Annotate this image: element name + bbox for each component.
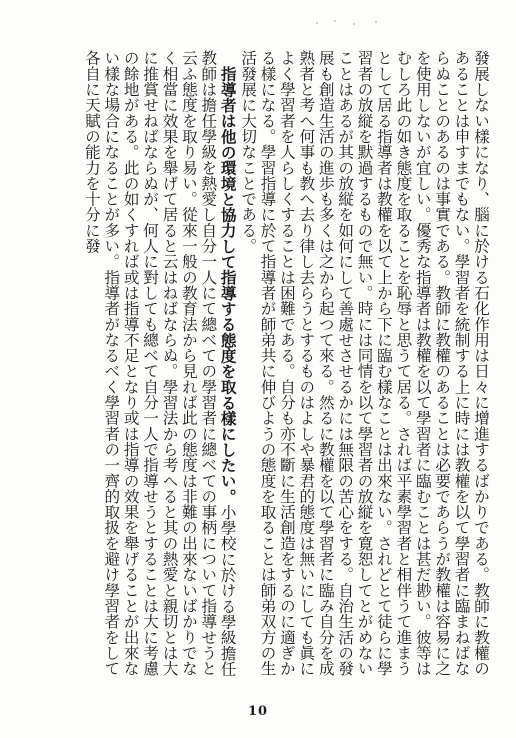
paragraph-2-text: 小學校に於ける學級擔任教師は擔任學級を熱愛し自分一人にて總べての學習者に總べての事柄について指導せうと云ふ態度を取り易い。從來一般の教育法から見れば此の態度は非難の出來ないばかりでなく相當に效果を舉げて居ると云はねばならぬ。學習法から考へると其の熱愛と親切とは大に推賞せねばならぬが、何人に對しても總べて自分一人で指導せうとすることは大に考慮の餘地がある。此の如くすれば或は指導不足となり或は指導の效果を舉げることが出來ない樣な場合になることが多い。指導者がなるべく學習者の一齊的取扱を避け學習者をして各自に天賦の能力を十分に發: [82, 50, 237, 676]
paragraph-2-emphasis: 指導者は他の環境と協力して指導する態度を取る樣にしたい。: [218, 65, 238, 504]
body-text: [20, 50, 490, 678]
paragraph-1: [238, 50, 490, 678]
scan-speck: [312, 20, 382, 26]
page-number: 10: [247, 704, 269, 719]
paragraph-2: [81, 50, 237, 678]
paragraph-1-text: 發展しない樣になり、腦に於ける石化作用は日々に增進するばかりである。教師に教權のあることは申すまでもない。學習者を統制する上に時には教權を以て學習者に臨まねばならぬことのあるのは事實である。教師に教權のあることは必要であらうが教權は容易に之を使用しないが宜しい。優秀な指導者は教權を以て學習者に臨むことは甚だ尠い。彼等はむしろ此の如き態度を取ることを恥辱と思うて居る。されば平素學習者と相伴うて進まうとして居る指導者は教權を以て上から下に臨む樣なことは出來ない。されどとて徒らに學習者の放縦を默過するもので無い。時には同情を以て學習者の放縦を寛恕してとがめないことはあるが其の放縦を如何にして善處せさせるかには無限の苦心をする。自治生活の發展も創造生活の進歩も多くは之から起つて來る。然るに教權を以て學習者に臨み自分を成熟者と考へ何事も教へ去り律し去らうとするものはよしや暴君的態度は無いにしても眞によく學習者を人らしくすることは困難である。自分も亦不斷に生活創造をするのに適ぎかる樣になる。學習指導に於て指導者が師弟共に伸びようの態度を取ることは師弟双方の生活發展に大切なことである。: [239, 50, 490, 676]
